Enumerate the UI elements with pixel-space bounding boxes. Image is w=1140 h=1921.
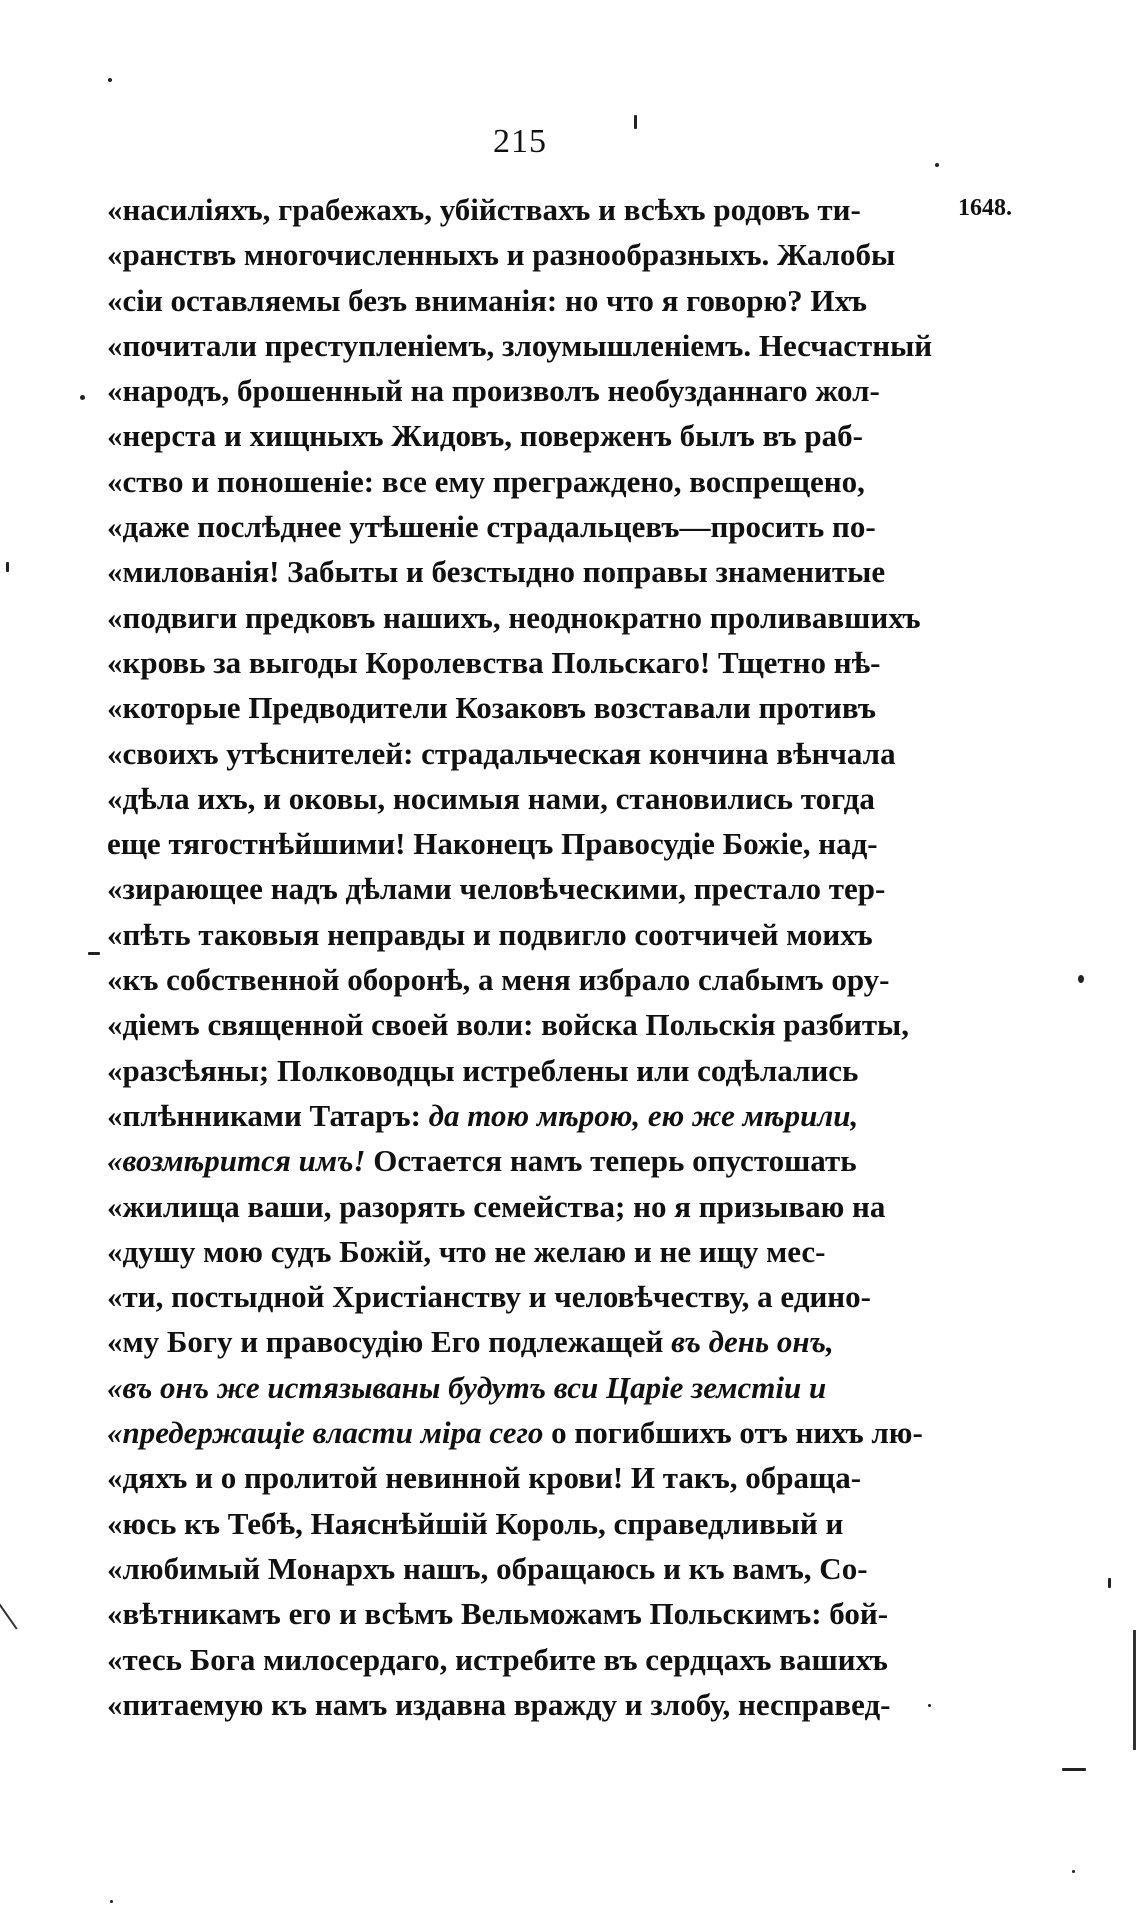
scan-edge-mark [1133,1630,1136,1750]
text-segment: «ство и поношеніе: все ему преграждено, воспрещено, [107,463,865,499]
text-segment: «даже послѣднее утѣшеніе страдальцевъ—просить по- [107,509,876,545]
text-segment: «которые Предводители Козаковъ возставали противъ [107,690,876,726]
text-line [107,1455,945,1500]
scan-speck [1078,975,1084,983]
text-line [107,821,945,866]
text-line [107,1274,945,1319]
text-segment: «питаемую къ намъ издавна вражду и злобу, несправед- [107,1686,891,1722]
scan-speck [928,1704,931,1707]
text-segment: «пѣть таковыя неправды и подвигло соотчичей моихъ [107,916,873,952]
text-line [107,1002,945,1047]
text-line [107,640,945,685]
text-line [107,1501,945,1546]
text-line [107,232,945,277]
text-segment: «любимый Монархъ нашъ, обращаюсь и къ вамъ, Со- [107,1550,868,1586]
text-segment: «подвиги предковъ нашихъ, неоднократно проливавшихъ [107,599,921,635]
scan-speck [935,163,939,167]
text-line [107,278,945,323]
body-text [107,187,945,1727]
text-line [107,731,945,776]
scan-speck [6,562,9,572]
text-segment: «душу мою судъ Божій, что не желаю и не ищу мес- [107,1233,826,1269]
text-line [107,368,945,413]
italic-text-segment: «въ онъ же истязываны будутъ вси Царіе земстіи и [107,1369,827,1405]
text-segment: «къ собственной оборонѣ, а меня избрало слабымъ ору- [107,962,890,998]
text-line [107,1546,945,1591]
text-line [107,866,945,911]
text-segment: о погибшихъ отъ нихъ лю- [543,1415,923,1451]
text-segment: «нерста и хищныхъ Жидовъ, поверженъ былъ въ раб- [107,418,863,454]
text-line [107,1682,945,1727]
text-line [107,685,945,730]
italic-text-segment: въ день онъ, [671,1324,834,1360]
text-segment: «сіи оставляемы безъ вниманія: но что я говорю? Ихъ [107,282,867,318]
page-number: 215 [493,123,547,160]
text-segment: «насиліяхъ, грабежахъ, убійствахъ и всѣхъ родовъ ти- [107,192,861,227]
text-segment: «юсь къ Тебѣ, Наяснѣйшій Король, справедливый и [107,1505,844,1541]
text-line [107,776,945,821]
text-line [107,1048,945,1093]
text-segment: «вѣтникамъ его и всѣмъ Вельможамъ Польскимъ: бой- [107,1596,889,1632]
text-segment: «тесь Бога милосердаго, истребите въ сердцахъ вашихъ [107,1641,888,1677]
text-segment: «своихъ утѣснителей: страдальческая кончина вѣнчала [107,735,896,771]
text-line [107,323,945,368]
text-segment: «ранствъ многочисленныхъ и разнообразныхъ. Жалобы [107,237,896,273]
text-line [107,549,945,594]
text-line [107,957,945,1002]
text-line [107,912,945,957]
margin-year-note: 1648. [958,195,1012,221]
text-line [107,1319,945,1364]
text-line [107,187,945,232]
italic-text-segment: «предержащіе власти міра сего [107,1415,544,1451]
text-line [107,1637,945,1682]
text-line [107,413,945,458]
scan-speck [1062,1768,1086,1771]
text-segment: «зирающее надъ дѣлами человѣческими, престало тер- [107,871,886,907]
italic-text-segment: «возмѣрится имъ! [107,1143,366,1179]
text-line [107,1184,945,1229]
text-segment: «ти, постыдной Христіанству и человѣчеству, а едино- [107,1279,871,1315]
text-segment: «дѣла ихъ, и оковы, носимыя нами, становились тогда [107,780,875,816]
text-line [107,1410,945,1455]
scan-speck [110,1900,113,1903]
text-segment: еще тягостнѣйшими! Наконецъ Правосудіе Божіе, над- [107,826,878,862]
scan-edge-mark [0,1601,18,1630]
text-segment: «дяхъ и о пролитой невинной крови! И такъ, обраща- [107,1460,862,1496]
scan-speck [80,395,85,400]
text-line [107,1138,945,1183]
italic-text-segment: да тою мѣрою, ею же мѣрили, [428,1097,859,1133]
scan-speck [88,952,100,955]
text-segment: Остается намъ теперь опустошать [365,1143,857,1179]
text-segment: «кровь за выгоды Королевства Польскаго! Тщетно нѣ- [107,644,881,680]
text-line [107,1093,945,1138]
text-line [107,1229,945,1274]
scan-speck [1072,1870,1075,1873]
text-segment: «му Богу и правосудію Его подлежащей [107,1324,672,1360]
text-segment: «жилища ваши, разорять семейства; но я призываю на [107,1188,886,1224]
text-line [107,1591,945,1636]
scan-speck [1108,1578,1111,1588]
text-line [107,595,945,640]
scan-speck [634,115,637,129]
text-line [107,1365,945,1410]
text-line [107,459,945,504]
text-segment: «разсѣяны; Полководцы истреблены или содѣлались [107,1052,859,1088]
text-segment: «плѣнниками Татаръ: [107,1097,429,1133]
text-line [107,504,945,549]
scan-speck [108,78,112,82]
text-segment: «почитали преступленіемъ, злоумышленіемъ. Несчастный [107,327,933,363]
text-segment: «милованія! Забыты и безстыдно поправы знаменитые [107,554,886,590]
text-segment: «діемъ священной своей воли: войска Польскія разбиты, [107,1007,910,1043]
text-segment: «народъ, брошенный на произволъ необузданнаго жол- [107,373,880,409]
